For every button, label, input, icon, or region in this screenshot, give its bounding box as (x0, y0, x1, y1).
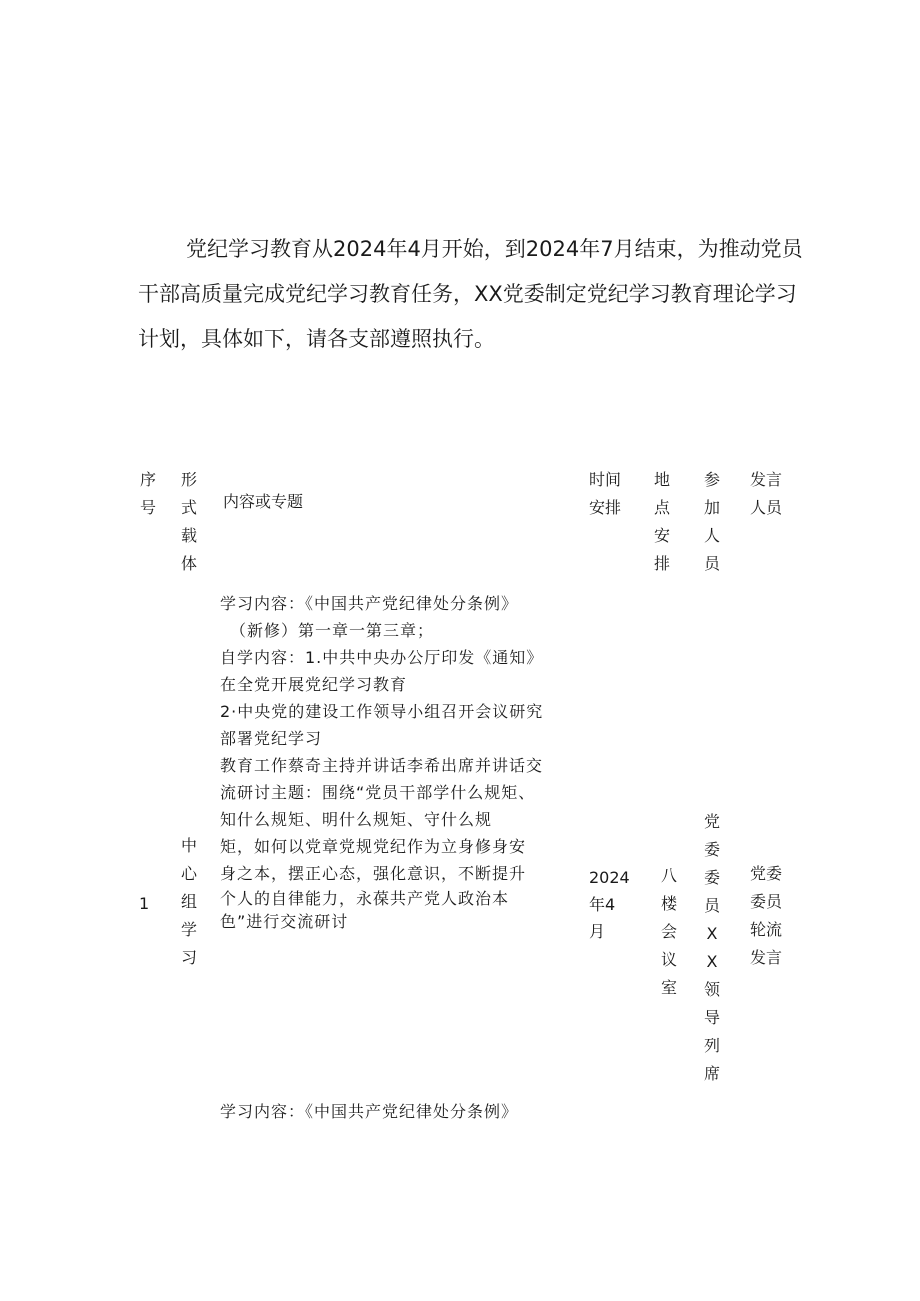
content-line: 2·中央党的建设工作领导小组召开会议研究 (220, 702, 544, 721)
content-line: 自学内容：1.中共中央办公厅印发《通知》 (220, 648, 544, 667)
intro-paragraph (138, 227, 818, 362)
row1-time: 2024 年4 月 (589, 868, 630, 941)
intro-line-2: 干部高质量完成党纪学习教育任务，XX党委制定党纪学习教育理论学习 (138, 282, 797, 306)
header-content: 内容或专题 (223, 492, 304, 511)
intro-line-3: 计划，具体如下，请各支部遵照执行。 (138, 327, 495, 351)
row1-participants: 党 委 委 员 X X 领 导 列 席 (703, 812, 720, 1083)
content-line: 矩，如何以党章党规党纪作为立身修身安 (220, 837, 527, 856)
row2-content: 学习内容：《中国共产党纪律处分条例》 (220, 1102, 519, 1121)
row1-content (220, 590, 580, 933)
row1-seq: 1 (139, 894, 150, 913)
content-line: 色”进行交流研讨 (220, 912, 349, 931)
content-line: 教育工作蔡奇主持并讲话李希出席并讲话交 (220, 756, 544, 775)
header-time: 时间 安排 (589, 470, 622, 517)
content-line: 个人的自律能力，永葆共产党人政治本 (220, 889, 510, 908)
content-line: 流研讨主题：围绕“党员干部学什么规矩、 (220, 783, 536, 802)
header-place: 地 点 安 排 (653, 470, 670, 573)
intro-line-1: 党纪学习教育从2024年4月开始，到2024年7月结束，为推动党员 (186, 237, 803, 261)
row1-form: 中 心 组 学 习 (180, 836, 197, 967)
content-line: 身之本，摆正心态，强化意识，不断提升 (220, 864, 527, 883)
row1-place: 八 楼 会 议 室 (660, 866, 677, 997)
content-line: 学习内容：《中国共产党纪律处分条例》 (220, 594, 519, 613)
header-speakers: 发言 人员 (750, 470, 783, 517)
content-line: 知什么规矩、明什么规矩、守什么规 (220, 810, 493, 829)
content-line: 部署党纪学习 (220, 729, 323, 748)
row1-speakers: 党委 委员 轮流 发言 (750, 864, 783, 967)
header-seq: 序 号 (139, 470, 156, 517)
header-participants: 参 加 人 员 (703, 470, 720, 573)
header-form: 形 式 载 体 (180, 470, 197, 573)
content-line: （新修）第一章一第三章； (230, 621, 435, 640)
content-line: 在全党开展党纪学习教育 (220, 675, 408, 694)
